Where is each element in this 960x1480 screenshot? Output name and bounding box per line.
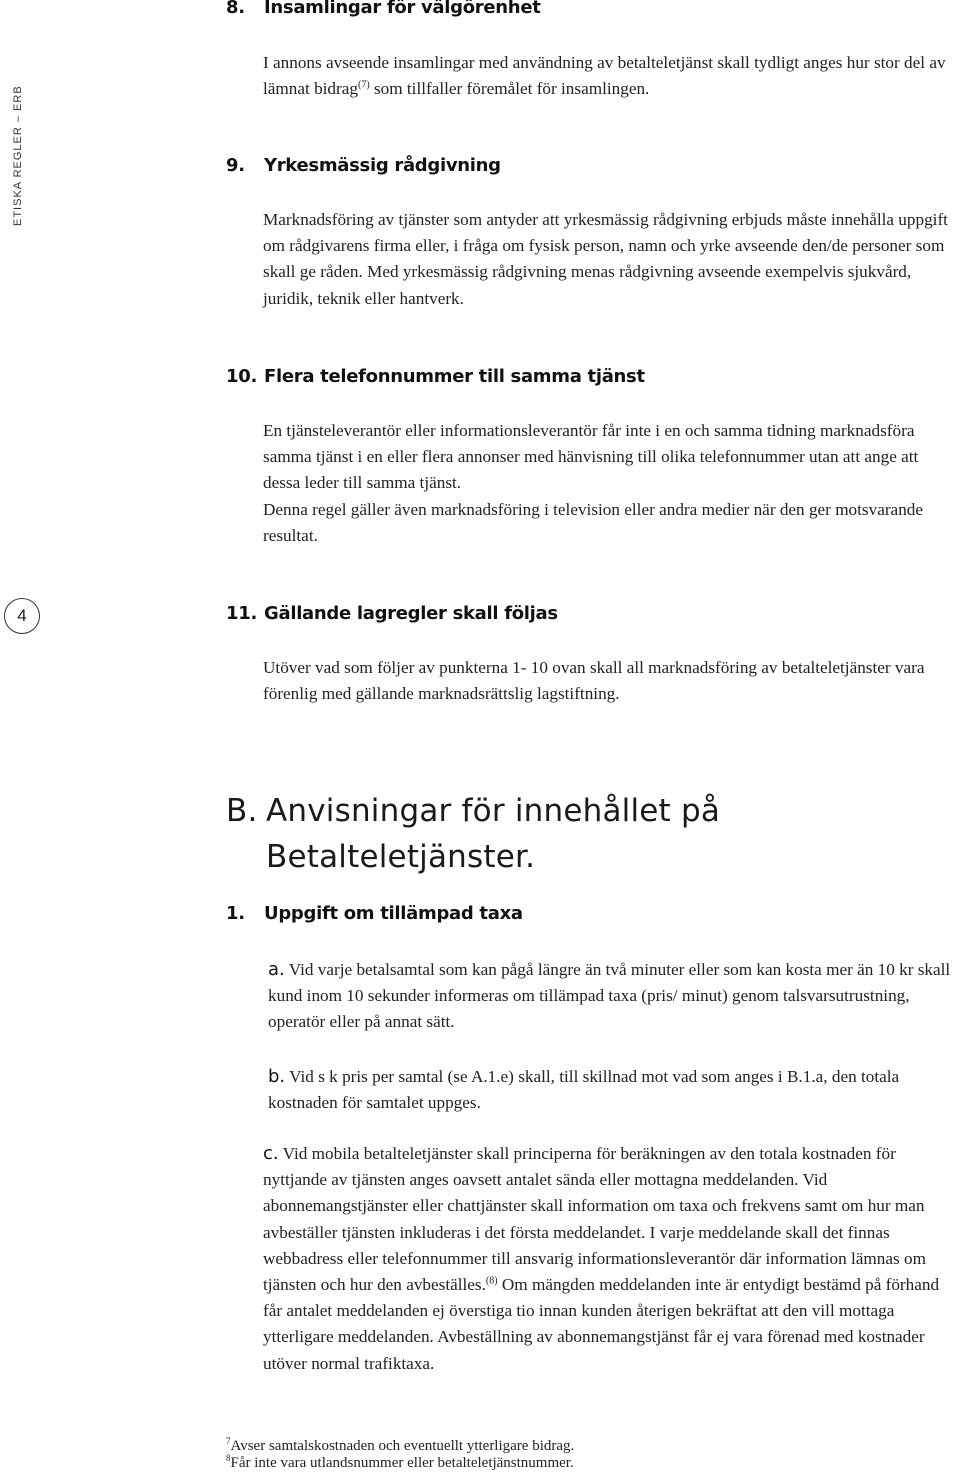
footnote-8: $^8$Får inte vara utlandsnummer eller betalteletjänstnummer. xyxy=(226,1453,574,1471)
item-c-text: Vid mobila betalteletjänster skall principerna för beräkningen av den totala kostnaden för nyttjande av tjänsten anges oavsett antalet sända eller mottagna meddelanden. Vid abonnemangstjänster eller chattjänster skall information om taxa och frekvens samt om hur man avbeställer tjänsten inkluderas i det första meddelandet. I varje meddelande skall det finnas webbadress eller telefonnummer till ansvarig informationsleverantör där information lämnas om tjänsten och hur den avbeställes. xyxy=(263,1144,926,1295)
footnotes xyxy=(226,1438,574,1472)
section-8-heading xyxy=(226,0,541,18)
section-9-number: 9. xyxy=(226,155,245,176)
item-a xyxy=(268,957,958,1036)
section-11-number: 11. xyxy=(226,603,257,624)
footnote-7: $^7$Avser samtalskostnaden och eventuellt ytterligare bidrag. xyxy=(226,1436,575,1454)
section-8-text: I annons avseende insamlingar med användning av betalteletjänst skall tydligt anges hur stor del av lämnat bidrag$^{(7)}$ som tillfaller föremålet för insamlingen. xyxy=(263,53,946,99)
section-10-heading xyxy=(226,366,645,387)
item-c-letter: c. xyxy=(263,1143,279,1164)
item-b-letter: b. xyxy=(268,1066,286,1087)
section-10-title: Flera telefonnummer till samma tjänst xyxy=(264,366,645,387)
section-11-text: Utöver vad som följer av punkterna 1- 10 ovan skall all marknadsföring av betalteletjänster vara förenlig med gällande marknadsrättslig lagstiftning. xyxy=(263,658,925,704)
subsection-1-heading xyxy=(226,903,523,924)
part-b-title-line1: Anvisningar för innehållet på xyxy=(266,793,721,829)
item-a-text: Vid varje betalsamtal som kan pågå längre än två minuter eller som kan kosta mer än 10 kr skall kund inom 10 sekunder informeras om tillämpad taxa (pris/ minut) genom talsvarsutrustning, operatör eller på annat sätt. xyxy=(268,960,951,1032)
part-b-title-line2: Betalteletjänster. xyxy=(266,839,536,875)
item-b xyxy=(268,1064,958,1116)
section-11-title: Gällande lagregler skall följas xyxy=(264,603,558,624)
section-10-number: 10. xyxy=(226,366,257,387)
part-b-letter: B. xyxy=(226,793,258,829)
subsection-1-title: Uppgift om tillämpad taxa xyxy=(264,903,523,924)
part-b-heading xyxy=(226,788,720,880)
section-9-heading xyxy=(226,155,501,176)
section-10-text-2: Denna regel gäller även marknadsföring i television eller andra medier när den ger motsvarande resultat. xyxy=(263,500,924,546)
section-9-title: Yrkesmässig rådgivning xyxy=(264,155,501,176)
side-label: ETISKA REGLER – ERB xyxy=(12,85,24,226)
item-b-text: Vid s k pris per samtal (se A.1.e) skall, till skillnad mot vad som anges i B.1.a, den totala kostnaden för samtalet uppges. xyxy=(268,1067,900,1113)
section-9-text: Marknadsföring av tjänster som antyder att yrkesmässig rådgivning erbjuds måste innehålla uppgift om rådgivarens firma eller, i fråga om fysisk person, namn och yrke avseende den/de personer som skall ge råden. Med yrkesmässig rådgivning menas rådgivning avseende exempelvis sjukvård, juridik, teknik eller hantverk. xyxy=(263,210,948,308)
footnote-ref-8: (8) xyxy=(485,1275,498,1287)
section-8-title: Insamlingar för välgörenhet xyxy=(264,0,541,18)
item-c-text-cont: Om mängden meddelanden inte är entydigt bestämd på förhand får antalet meddelanden ej överstiga tio innan kunden återigen bekräftat att den vill mottaga ytterligare meddelanden. Avbeställning av abonnemangstjänst får ej vara förenad med kostnader utöver normal trafiktaxa. xyxy=(263,1275,940,1373)
page-number: 4 xyxy=(4,598,40,634)
item-c xyxy=(263,1141,960,1377)
section-8-number: 8. xyxy=(226,0,245,18)
subsection-1-number: 1. xyxy=(226,903,245,924)
footnote-ref-7: (7) xyxy=(357,79,370,91)
section-11-heading xyxy=(226,603,558,624)
item-a-letter: a. xyxy=(268,959,285,980)
section-10-text: En tjänsteleverantör eller informationsleverantör får inte i en och samma tidning marknadsföra samma tjänst i en eller flera annonser med hänvisning till olika telefonnummer utan att ange att dessa leder till samma tjänst. xyxy=(263,421,919,493)
